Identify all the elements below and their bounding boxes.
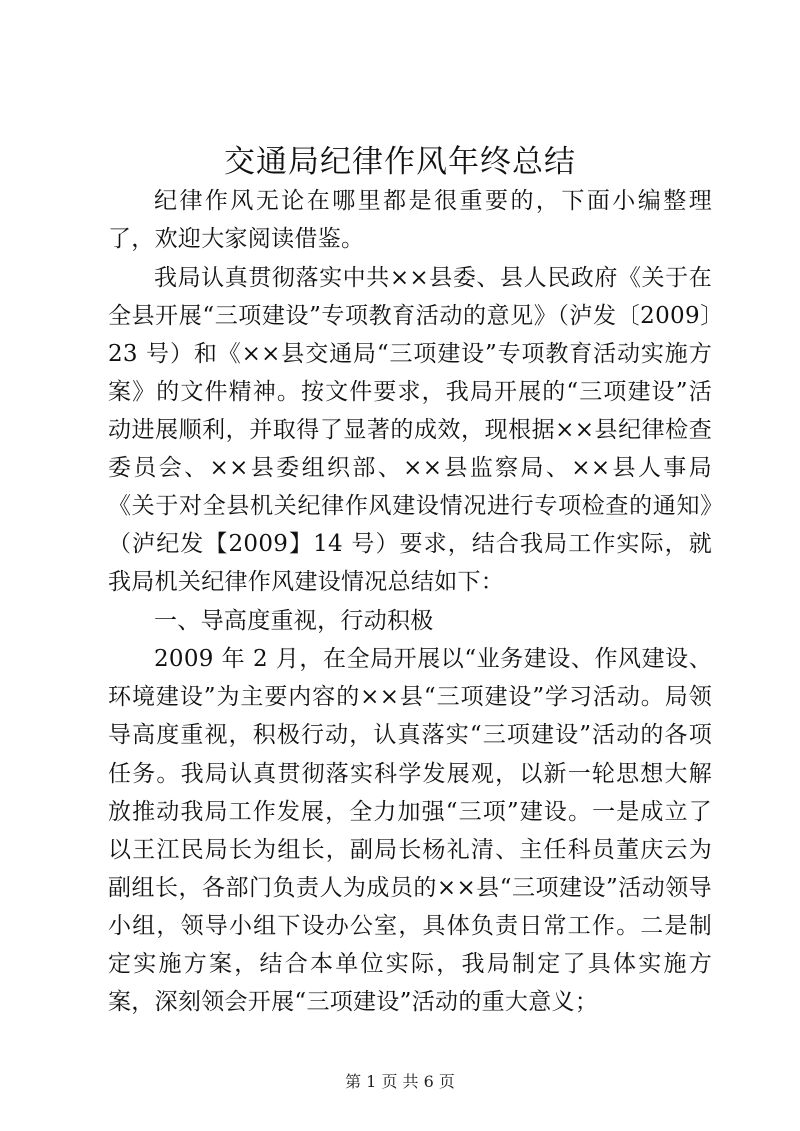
paragraph-main: 我局认真贯彻落实中共××县委、县人民政府《关于在全县开展“三项建设”专项教育活动的意见》（泸发〔2009〕23 号）和《××县交通局“三项建设”专项教育活动实施方案》的文件精神。按文件要求，我局开展的“三项建设”活动进展顺利，并取得了显著的成效，现根据××县纪律检查委员会、××县委组织部、××县监察局、××县人事局《关于对全县机关纪律作风建设情况进行专项检查的通知》（泸纪发【2009】14 号）要求，结合我局工作实际，就我局机关纪律作风建设情况总结如下： (108, 264, 712, 596)
section-heading: 一、导高度重视，行动积极 (154, 607, 434, 634)
paragraph-intro: 纪律作风无论在哪里都是很重要的，下面小编整理了，欢迎大家阅读借鉴。 (108, 188, 712, 253)
document-body (108, 182, 712, 1022)
document-title: 交通局纪律作风年终总结 (224, 144, 576, 180)
page-footer: 第 1 页 共 6 页 (345, 1072, 455, 1091)
paragraph-section-one: 2009 年 2 月，在全局开展以“业务建设、作风建设、环境建设”为主要内容的××县“三项建设”学习活动。局领导高度重视，积极行动，认真落实“三项建设”活动的各项任务。我局认真贯彻落实科学发展观，以新一轮思想大解放推动我局工作发展，全力加强“三项”建设。一是成立了以王江民局长为组长，副局长杨礼清、主任科员董庆云为副组长，各部门负责人为成员的××县“三项建设”活动领导小组，领导小组下设办公室，具体负责日常工作。二是制定实施方案，结合本单位实际，我局制定了具体实施方案，深刻领会开展“三项建设”活动的重大意义； (108, 646, 712, 1016)
